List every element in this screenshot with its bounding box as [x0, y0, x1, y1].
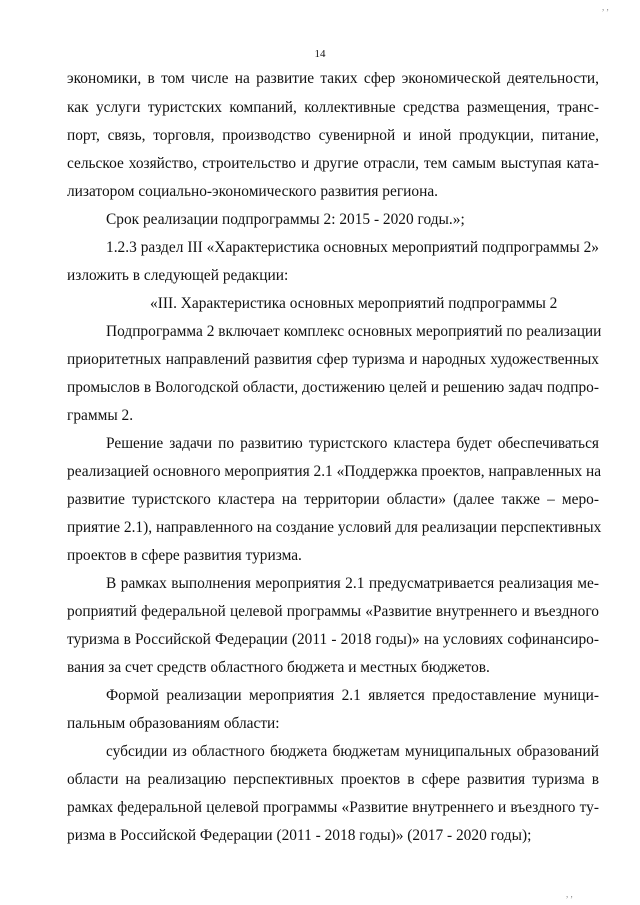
- text-line: порт, связь, торговля, производство сувенирной и иной продукции, питание,: [67, 127, 599, 144]
- text-line: промыслов в Вологодской области, достижению целей и решению задач подпро-: [67, 379, 599, 396]
- text-line: 1.2.3 раздел III «Характеристика основных мероприятий подпрограммы 2»: [106, 239, 599, 256]
- text-line: лизатором социально-экономического развития региона.: [67, 183, 438, 200]
- text-line: субсидии из областного бюджета бюджетам муниципальных образований: [106, 743, 599, 760]
- text-line: области на реализацию перспективных проектов в сфере развития туризма в: [67, 771, 599, 788]
- text-line: как услуги туристских компаний, коллективные средства размещения, транс-: [67, 99, 599, 116]
- text-line: экономики, в том числе на развитие таких сфер экономической деятельности,: [67, 70, 599, 87]
- text-line: Подпрограмма 2 включает комплекс основных мероприятий по реализации: [106, 323, 602, 340]
- text-line: роприятий федеральной целевой программы «Развитие внутреннего и въездного: [67, 603, 599, 620]
- text-line: сельское хозяйство, строительство и другие отрасли, тем самым выступая ката-: [67, 155, 599, 172]
- text-line: граммы 2.: [67, 407, 134, 424]
- text-line: приоритетных направлений развития сфер туризма и народных художественных: [67, 351, 599, 368]
- text-line: пальным образованиям области:: [67, 715, 280, 732]
- text-line: проектов в сфере развития туризма.: [67, 547, 302, 564]
- scan-mark-top: , ,: [602, 2, 609, 12]
- text-line: Срок реализации подпрограммы 2: 2015 - 2020 годы.»;: [106, 211, 465, 228]
- text-line: Формой реализации мероприятия 2.1 является предоставление муници-: [106, 687, 599, 704]
- text-line: рамках федеральной целевой программы «Развитие внутреннего и въездного ту-: [67, 799, 599, 816]
- text-line: В рамках выполнения мероприятия 2.1 предусматривается реализация ме-: [106, 575, 599, 592]
- scan-mark-bottom: , ,: [566, 889, 573, 899]
- text-line: вания за счет средств областного бюджета и местных бюджетов.: [67, 659, 490, 676]
- section-heading: «III. Характеристика основных мероприятий подпрограммы 2: [150, 295, 558, 312]
- text-line: Решение задачи по развитию туристского кластера будет обеспечиваться: [106, 435, 599, 452]
- text-line: туризма в Российской Федерации (2011 - 2018 годы)» на условиях софинансиро-: [67, 631, 599, 648]
- text-line: изложить в следующей редакции:: [67, 267, 289, 284]
- text-line: реализацией основного мероприятия 2.1 «Поддержка проектов, направленных на: [67, 463, 602, 480]
- text-line: приятие 2.1), направленного на создание условий для реализации перспективных: [67, 519, 602, 536]
- text-line: ризма в Российской Федерации (2011 - 2018 годы)» (2017 - 2020 годы);: [67, 827, 532, 844]
- page-number: 14: [314, 48, 326, 60]
- text-line: развитие туристского кластера на территории области» (далее также – меро-: [67, 491, 599, 508]
